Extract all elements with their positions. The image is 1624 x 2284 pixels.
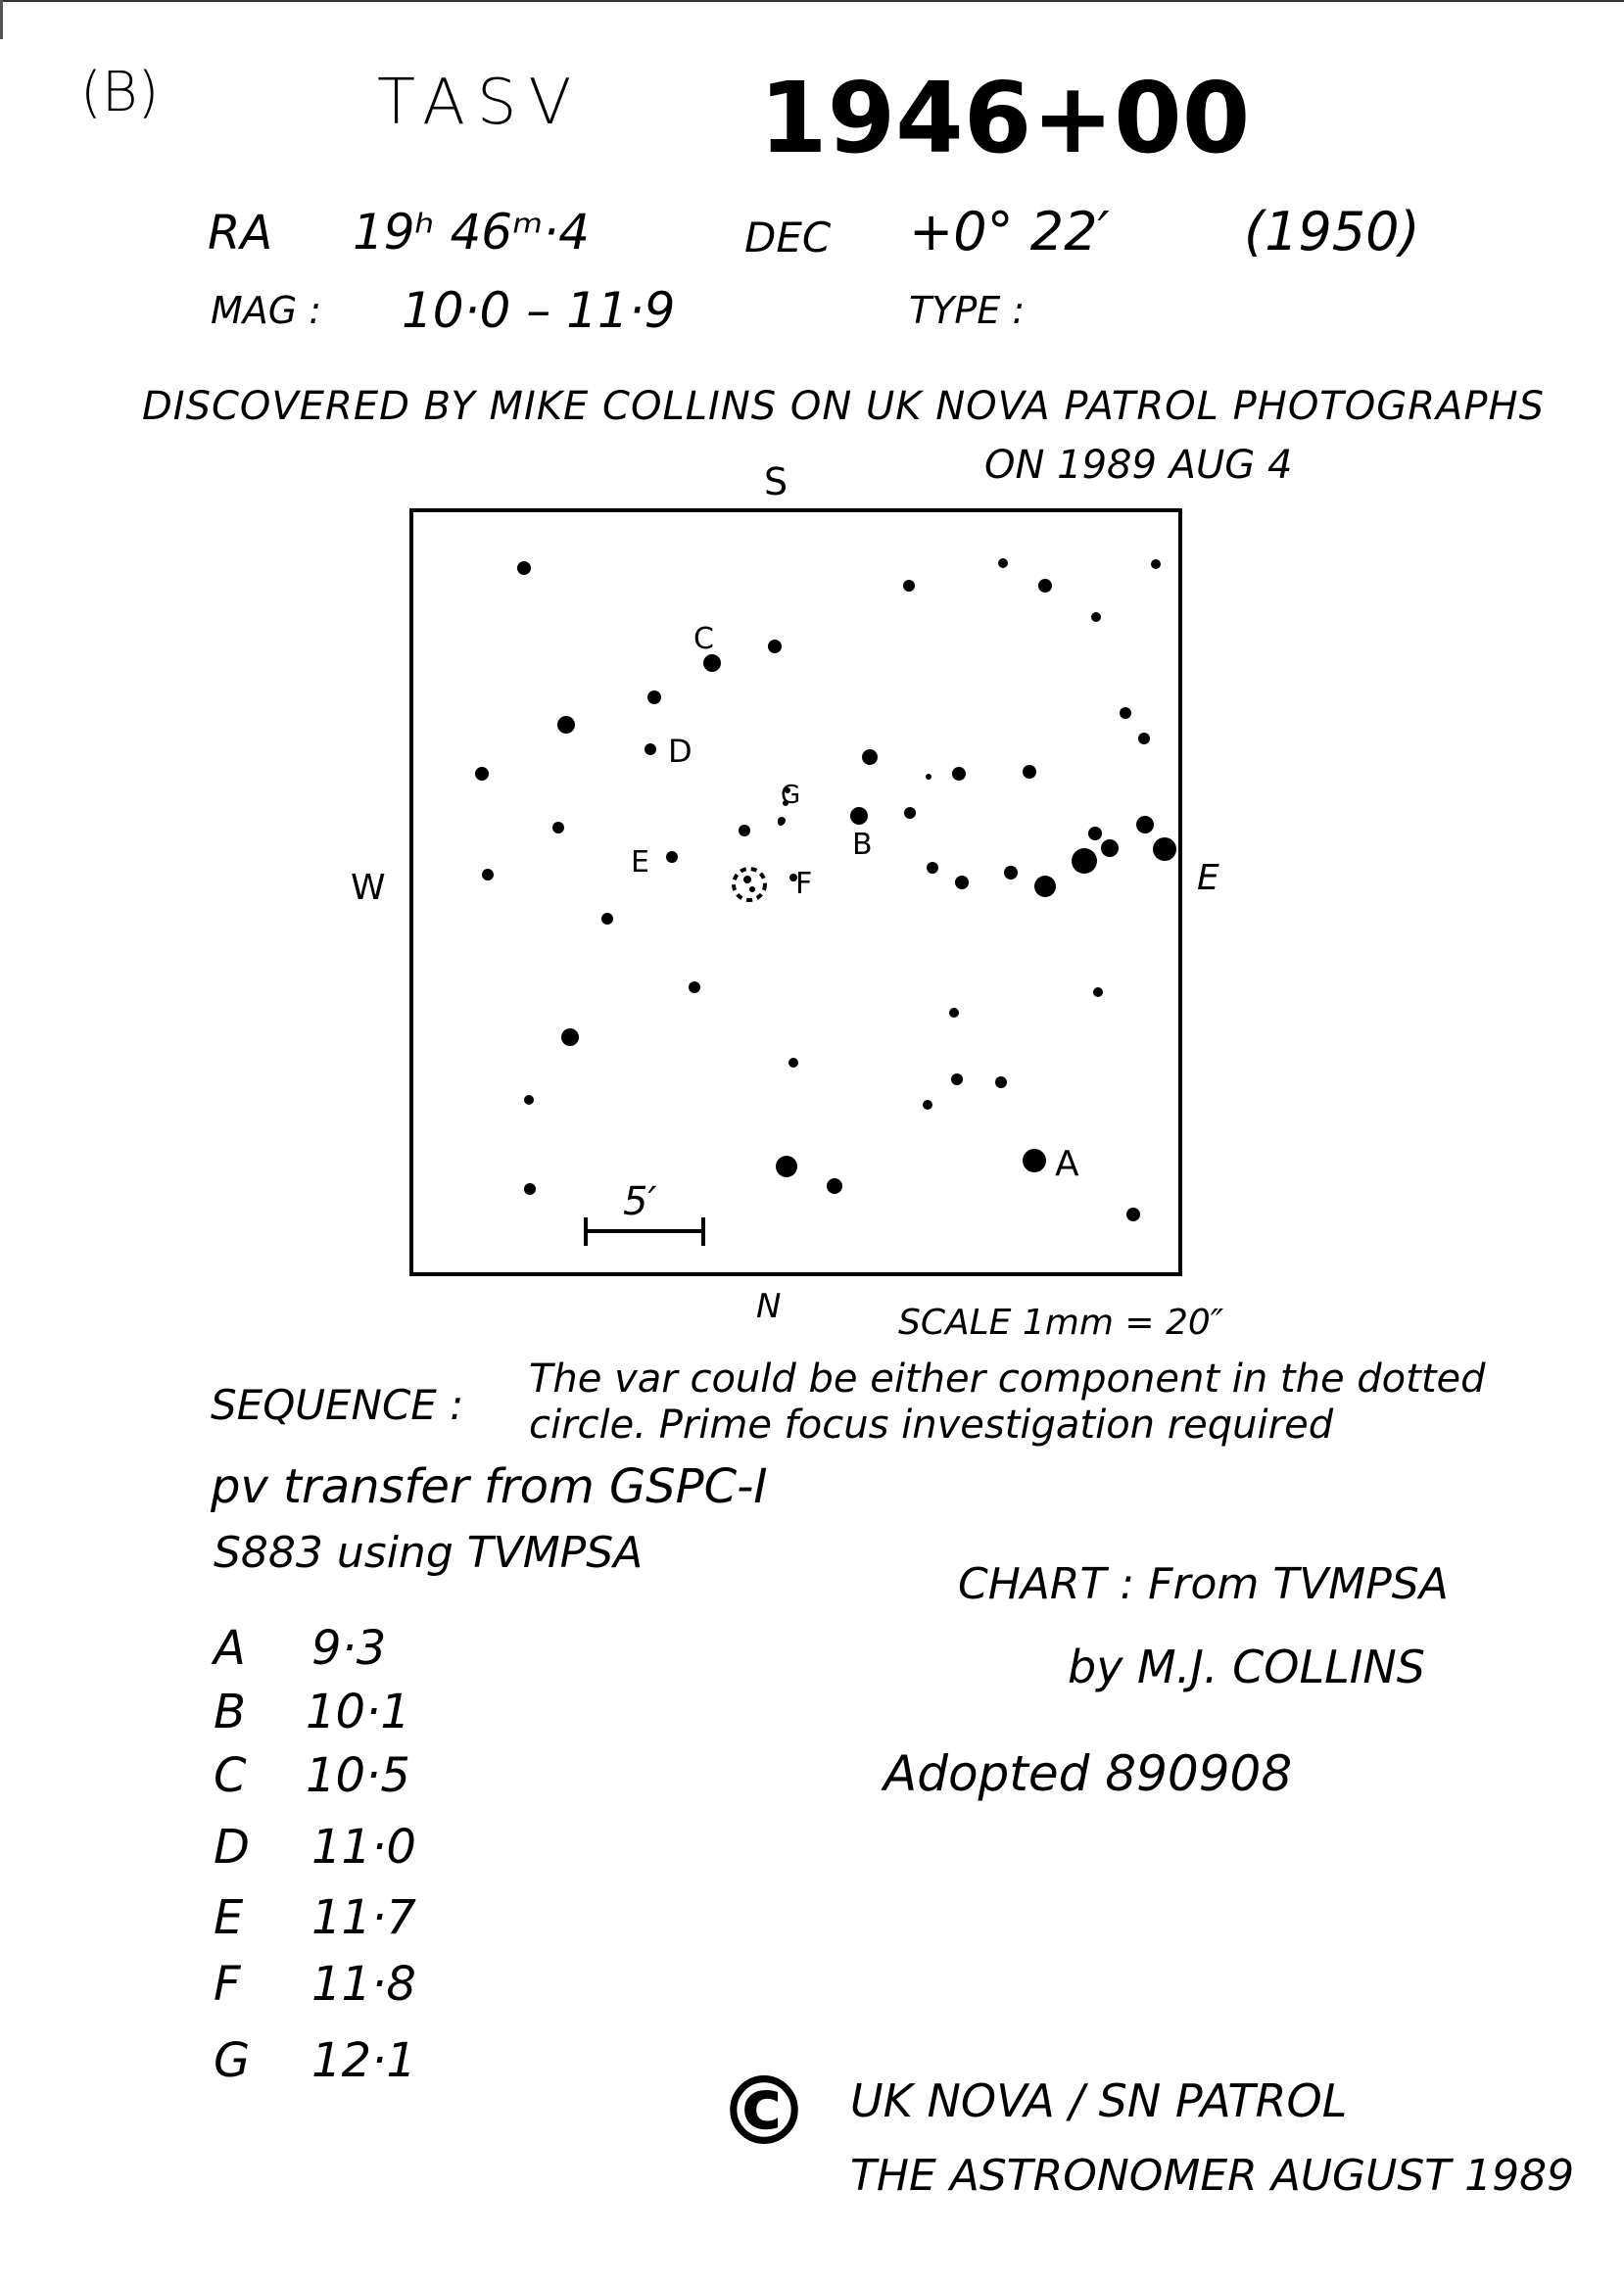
label-a: A — [1055, 1144, 1079, 1184]
sequence-mag-d: 11·0 — [311, 1820, 416, 1875]
discovery-line-1: DISCOVERED BY MIKE COLLINS ON UK NOVA PATROL PHOTOGRAPHS — [142, 384, 1545, 429]
label-d: D — [668, 733, 693, 770]
star-27 — [1088, 827, 1102, 840]
star-43 — [561, 1028, 579, 1046]
star-47 — [923, 1100, 932, 1110]
sequence-letter-f: F — [214, 1957, 241, 2012]
sequence-letter-g: G — [214, 2033, 251, 2088]
star-2 — [903, 580, 915, 592]
star-36 — [1004, 866, 1018, 880]
variable-component-1 — [743, 876, 751, 883]
star-44 — [788, 1058, 798, 1068]
star-50 — [1023, 1149, 1046, 1172]
sequence-label: SEQUENCE : — [211, 1381, 464, 1429]
sequence-mag-c: 10·5 — [306, 1748, 410, 1803]
mag-label: MAG : — [211, 289, 322, 332]
star-29 — [666, 851, 678, 863]
star-39 — [601, 913, 613, 925]
sequence-source-line-1: pv transfer from GSPC-I — [211, 1459, 768, 1514]
star-42 — [949, 1008, 959, 1018]
designation-title: 1946+00 — [759, 61, 1251, 175]
variable-component-2 — [749, 886, 755, 892]
star-9 — [647, 690, 661, 704]
sequence-letter-c: C — [214, 1748, 247, 1803]
star-24 — [739, 825, 750, 836]
star-16 — [926, 774, 931, 780]
copyright-line-1: UK NOVA / SN PATROL — [850, 2074, 1348, 2127]
sequence-letter-b: B — [214, 1685, 246, 1739]
star-45 — [951, 1073, 963, 1085]
star-30 — [1101, 839, 1119, 857]
dec-label: DEC — [744, 214, 832, 262]
star-17 — [952, 767, 966, 781]
sequence-mag-e: 11·7 — [311, 1890, 416, 1945]
label-e: E — [631, 845, 649, 880]
star-48 — [524, 1095, 534, 1105]
star-5 — [1091, 612, 1101, 622]
adopted-date: Adopted 890908 — [884, 1745, 1293, 1802]
chart-scale-text: SCALE 1mm = 20″ — [898, 1303, 1224, 1343]
star-22 — [850, 807, 868, 825]
label-g: G — [781, 781, 801, 810]
compass-north: N — [756, 1287, 782, 1326]
star-11 — [645, 743, 656, 755]
label-f: F — [795, 867, 813, 901]
type-label: TYPE : — [909, 289, 1026, 332]
variable-dotted-circle — [734, 869, 765, 900]
sequence-mag-g: 12·1 — [311, 2033, 416, 2088]
star-35 — [955, 876, 969, 889]
star-18 — [1023, 765, 1036, 779]
star-field — [475, 558, 1176, 1221]
sequence-letter-d: D — [214, 1820, 250, 1875]
star-51 — [827, 1178, 842, 1194]
star-26 — [552, 822, 564, 833]
copyright-symbol: © — [717, 2057, 811, 2166]
sequence-note-line-1: The var could be either component in the dotted — [529, 1356, 1486, 1402]
star-1 — [517, 561, 531, 575]
sequence-letter-e: E — [214, 1890, 244, 1945]
star-25 — [778, 820, 784, 826]
copyright-line-2: THE ASTRONOMER AUGUST 1989 — [850, 2151, 1575, 2201]
star-49 — [776, 1156, 797, 1177]
sequence-mag-a: 9·3 — [311, 1621, 387, 1676]
star-31 — [1072, 848, 1097, 874]
scale-bar-label: 5′ — [623, 1179, 657, 1224]
star-13 — [1138, 733, 1150, 744]
star-46 — [995, 1076, 1007, 1088]
star-28 — [1136, 816, 1154, 833]
compass-south: S — [764, 460, 788, 503]
sequence-note-line-2: circle. Prime focus investigation required — [529, 1403, 1334, 1448]
star-23 — [904, 807, 916, 819]
ra-value: 19ʰ 46ᵐ·4 — [353, 204, 590, 261]
star-52 — [524, 1183, 536, 1195]
star-8 — [768, 640, 782, 653]
ra-label: RA — [208, 206, 273, 261]
star-7 — [703, 654, 721, 672]
star-6 — [1151, 559, 1161, 569]
star-14 — [475, 767, 489, 781]
star-40 — [689, 981, 700, 993]
discovery-line-2: ON 1989 AUG 4 — [984, 443, 1293, 488]
chart-credit-line-1: CHART : From TVMPSA — [958, 1559, 1449, 1609]
star-33 — [482, 869, 494, 880]
dec-value: +0° 22′ — [909, 201, 1110, 262]
star-10 — [557, 716, 575, 734]
sequence-mag-b: 10·1 — [306, 1685, 410, 1739]
designation-prefix: TASV — [377, 67, 584, 139]
chart-credit-line-2: by M.J. COLLINS — [1068, 1641, 1425, 1693]
star-3 — [998, 558, 1008, 568]
sheet-label: (B) — [80, 61, 160, 124]
mag-range: 10·0 – 11·9 — [402, 282, 676, 339]
star-15 — [862, 749, 878, 765]
sequence-mag-f: 11·8 — [311, 1957, 416, 2012]
star-12 — [1120, 707, 1131, 719]
star-53 — [1126, 1208, 1140, 1221]
label-c: C — [693, 622, 714, 656]
sequence-letter-a: A — [214, 1621, 246, 1676]
star-34 — [927, 862, 938, 874]
star-37 — [1034, 876, 1056, 897]
compass-west: W — [351, 868, 386, 908]
star-4 — [1038, 579, 1052, 593]
label-b: B — [852, 828, 873, 862]
compass-east: E — [1197, 858, 1219, 898]
sequence-source-line-2: S883 using TVMPSA — [214, 1528, 644, 1578]
star-41 — [1093, 987, 1103, 997]
star-32 — [1153, 837, 1176, 861]
epoch: (1950) — [1244, 201, 1420, 262]
